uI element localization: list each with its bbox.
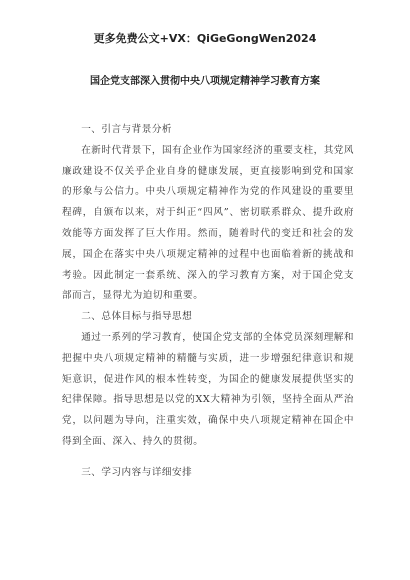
document-body: [62, 120, 354, 484]
page-header: 更多免费公文+VX：QiGeGongWen2024: [93, 32, 317, 45]
section-1-paragraph: 在新时代背景下，国有企业作为国家经济的重要支柱，其党风廉政建设不仅关乎企业自身的健康发展，更直接影响到党和国家的形象与公信力。中央八项规定精神作为党的作风建设的重要里程碑，自颁布以来，对于纠正“四风”、密切联系群众、提升政府效能等方面发挥了巨大作用。然而，随着时代的变迁和社会的发展，国企在落实中央八项规定精神的过程中也面临着新的挑战和考验。因此制定一套系统、深入的学习教育方案，对于国企党支部而言，显得尤为迫切和重要。: [62, 144, 354, 302]
section-heading-1: 一、引言与背景分析: [81, 124, 173, 135]
section-2-paragraph: 通过一系列的学习教育，使国企党支部的全体党员深刻理解和把握中央八项规定精神的精髓与实质，进一步增强纪律意识和规矩意识，促进作风的根本性转变，为国企的健康发展提供坚实的纪律保障。指导思想是以党的XX大精神为引领，坚持全面从严治党，以问题为导向，注重实效，确保中央八项规定精神在国企中得到全面、深入、持久的贯彻。: [62, 331, 354, 447]
section-heading-3: 三、学习内容与详细安排: [81, 466, 193, 478]
section-heading-2: 二、总体目标与指导思想: [81, 311, 193, 323]
document-title: 国企党支部深入贯彻中央八项规定精神学习教育方案: [90, 76, 320, 87]
spacer: [62, 453, 354, 463]
